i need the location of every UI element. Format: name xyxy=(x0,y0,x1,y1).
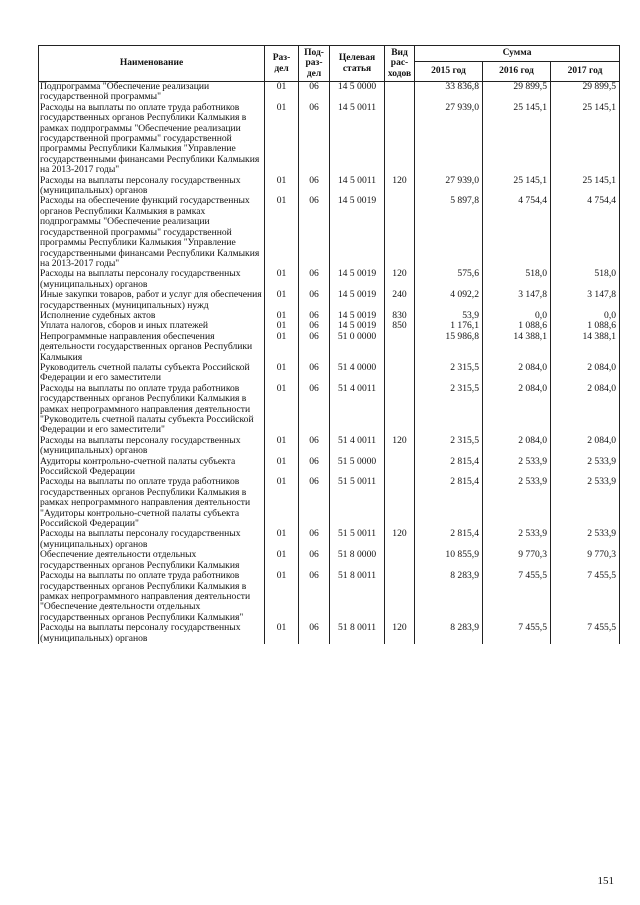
cell-2016: 0,0 xyxy=(483,311,551,321)
cell-2017: 518,0 xyxy=(551,269,620,290)
cell-name: Уплата налогов, сборов и иных платежей xyxy=(39,321,265,331)
cell-podrazdel: 06 xyxy=(299,82,330,103)
cell-2017: 9 770,3 xyxy=(551,550,620,571)
cell-2016: 3 147,8 xyxy=(483,290,551,311)
cell-2016: 14 388,1 xyxy=(483,332,551,363)
cell-name: Расходы на выплаты по оплате труда работников государственных органов Республики Калмыкия в рамках подпрограммы "Обеспечение реализации государственной программы" государственной программы Республики Калмыкия "Управление государственными финансами Республики Калмыкия на 2013-2017 годы" xyxy=(39,103,265,176)
cell-2015: 27 939,0 xyxy=(415,176,483,197)
cell-name: Расходы на выплаты по оплате труда работников государственных органов Республики Калмыкия в рамках непрограммного направления деятельности "Аудиторы контрольно-счетной палаты субъекта Российской Федерации" xyxy=(39,477,265,529)
cell-2015: 15 986,8 xyxy=(415,332,483,363)
table-row xyxy=(39,82,620,103)
cell-podrazdel: 06 xyxy=(299,103,330,176)
cell-2015: 2 315,5 xyxy=(415,363,483,384)
cell-2016: 2 533,9 xyxy=(483,457,551,478)
cell-name: Исполнение судебных актов xyxy=(39,311,265,321)
cell-podrazdel: 06 xyxy=(299,550,330,571)
cell-2015: 8 283,9 xyxy=(415,571,483,623)
cell-2016: 1 088,6 xyxy=(483,321,551,331)
cell-2016: 2 084,0 xyxy=(483,363,551,384)
cell-vid-rashodov: 850 xyxy=(385,321,415,331)
cell-name: Расходы на выплаты персоналу государственных (муниципальных) органов xyxy=(39,436,265,457)
table-row xyxy=(39,269,620,290)
table-header xyxy=(39,46,620,82)
cell-vid-rashodov xyxy=(385,103,415,176)
cell-cel-statya: 14 5 0011 xyxy=(330,176,385,197)
cell-2017: 3 147,8 xyxy=(551,290,620,311)
cell-2015: 2 315,5 xyxy=(415,384,483,436)
table-row xyxy=(39,176,620,197)
cell-podrazdel: 06 xyxy=(299,384,330,436)
cell-cel-statya: 51 5 0011 xyxy=(330,529,385,550)
cell-vid-rashodov: 830 xyxy=(385,311,415,321)
cell-2017: 2 084,0 xyxy=(551,384,620,436)
cell-cel-statya: 51 5 0000 xyxy=(330,457,385,478)
table-row xyxy=(39,529,620,550)
cell-podrazdel: 06 xyxy=(299,176,330,197)
cell-2017: 1 088,6 xyxy=(551,321,620,331)
cell-podrazdel: 06 xyxy=(299,196,330,269)
cell-vid-rashodov xyxy=(385,571,415,623)
cell-name: Руководитель счетной палаты субъекта Российской Федерации и его заместители xyxy=(39,363,265,384)
cell-2017: 2 084,0 xyxy=(551,436,620,457)
cell-podrazdel: 06 xyxy=(299,269,330,290)
cell-2015: 2 815,4 xyxy=(415,457,483,478)
header-year-2017: 2017 год xyxy=(551,62,620,82)
cell-name: Иные закупки товаров, работ и услуг для обеспечения государственных (муниципальных) нужд xyxy=(39,290,265,311)
cell-2015: 8 283,9 xyxy=(415,623,483,644)
cell-name: Непрограммные направления обеспечения деятельности государственных органов Республики Калмыкия xyxy=(39,332,265,363)
cell-vid-rashodov xyxy=(385,477,415,529)
cell-podrazdel: 06 xyxy=(299,529,330,550)
cell-2017: 29 899,5 xyxy=(551,82,620,103)
cell-razdel: 01 xyxy=(265,623,299,644)
cell-vid-rashodov: 120 xyxy=(385,269,415,290)
cell-razdel: 01 xyxy=(265,477,299,529)
cell-razdel: 01 xyxy=(265,82,299,103)
cell-2015: 2 815,4 xyxy=(415,529,483,550)
header-cel-statya: Целевая статья xyxy=(330,46,385,82)
cell-cel-statya: 51 4 0000 xyxy=(330,363,385,384)
cell-2016: 2 533,9 xyxy=(483,529,551,550)
cell-cel-statya: 51 4 0011 xyxy=(330,436,385,457)
cell-2017: 14 388,1 xyxy=(551,332,620,363)
cell-2015: 53,9 xyxy=(415,311,483,321)
cell-razdel: 01 xyxy=(265,103,299,176)
cell-cel-statya: 51 8 0000 xyxy=(330,550,385,571)
header-year-2016: 2016 год xyxy=(483,62,551,82)
cell-vid-rashodov xyxy=(385,363,415,384)
table-row xyxy=(39,623,620,644)
cell-cel-statya: 51 5 0011 xyxy=(330,477,385,529)
header-vid-rashodov: Вид рас-ходов xyxy=(385,46,415,82)
cell-2015: 27 939,0 xyxy=(415,103,483,176)
cell-name: Расходы на выплаты персоналу государственных (муниципальных) органов xyxy=(39,176,265,197)
table-row xyxy=(39,384,620,436)
cell-vid-rashodov xyxy=(385,550,415,571)
cell-podrazdel: 06 xyxy=(299,436,330,457)
cell-podrazdel: 06 xyxy=(299,623,330,644)
page-number: 151 xyxy=(597,875,614,887)
cell-cel-statya: 14 5 0019 xyxy=(330,321,385,331)
cell-cel-statya: 14 5 0019 xyxy=(330,311,385,321)
cell-podrazdel: 06 xyxy=(299,321,330,331)
cell-2017: 2 084,0 xyxy=(551,363,620,384)
cell-razdel: 01 xyxy=(265,321,299,331)
cell-cel-statya: 51 8 0011 xyxy=(330,571,385,623)
table-row xyxy=(39,363,620,384)
cell-2017: 2 533,9 xyxy=(551,457,620,478)
cell-name: Расходы на выплаты персоналу государственных (муниципальных) органов xyxy=(39,529,265,550)
cell-razdel: 01 xyxy=(265,384,299,436)
document-page xyxy=(38,45,619,644)
table-row xyxy=(39,436,620,457)
cell-2016: 25 145,1 xyxy=(483,103,551,176)
cell-2015: 33 836,8 xyxy=(415,82,483,103)
cell-cel-statya: 14 5 0011 xyxy=(330,103,385,176)
cell-2017: 7 455,5 xyxy=(551,623,620,644)
table-row xyxy=(39,571,620,623)
cell-name: Подпрограмма "Обеспечение реализации государственной программы" xyxy=(39,82,265,103)
cell-2015: 5 897,8 xyxy=(415,196,483,269)
cell-vid-rashodov: 120 xyxy=(385,436,415,457)
cell-2016: 518,0 xyxy=(483,269,551,290)
cell-razdel: 01 xyxy=(265,436,299,457)
table-row xyxy=(39,550,620,571)
cell-2017: 2 533,9 xyxy=(551,477,620,529)
cell-cel-statya: 14 5 0019 xyxy=(330,196,385,269)
cell-name: Расходы на выплаты персоналу государственных (муниципальных) органов xyxy=(39,623,265,644)
cell-2016: 29 899,5 xyxy=(483,82,551,103)
cell-podrazdel: 06 xyxy=(299,571,330,623)
cell-2016: 2 533,9 xyxy=(483,477,551,529)
cell-name: Аудиторы контрольно-счетной палаты субъекта Российской Федерации xyxy=(39,457,265,478)
cell-vid-rashodov xyxy=(385,384,415,436)
cell-cel-statya: 51 0 0000 xyxy=(330,332,385,363)
cell-2016: 2 084,0 xyxy=(483,436,551,457)
cell-2017: 25 145,1 xyxy=(551,176,620,197)
budget-table xyxy=(38,45,620,644)
cell-podrazdel: 06 xyxy=(299,311,330,321)
cell-vid-rashodov: 120 xyxy=(385,529,415,550)
cell-razdel: 01 xyxy=(265,571,299,623)
cell-cel-statya: 14 5 0019 xyxy=(330,290,385,311)
cell-cel-statya: 14 5 0019 xyxy=(330,269,385,290)
cell-razdel: 01 xyxy=(265,457,299,478)
header-razdel: Раз-дел xyxy=(265,46,299,82)
cell-2016: 9 770,3 xyxy=(483,550,551,571)
cell-2015: 10 855,9 xyxy=(415,550,483,571)
header-podrazdel: Под-раз-дел xyxy=(299,46,330,82)
cell-podrazdel: 06 xyxy=(299,290,330,311)
cell-name: Расходы на выплаты персоналу государственных (муниципальных) органов xyxy=(39,269,265,290)
cell-vid-rashodov xyxy=(385,457,415,478)
cell-razdel: 01 xyxy=(265,269,299,290)
table-body xyxy=(39,82,620,644)
cell-2016: 2 084,0 xyxy=(483,384,551,436)
cell-2017: 4 754,4 xyxy=(551,196,620,269)
cell-2015: 2 815,4 xyxy=(415,477,483,529)
cell-2015: 4 092,2 xyxy=(415,290,483,311)
cell-vid-rashodov xyxy=(385,82,415,103)
table-row xyxy=(39,477,620,529)
cell-podrazdel: 06 xyxy=(299,477,330,529)
cell-2015: 575,6 xyxy=(415,269,483,290)
cell-2017: 25 145,1 xyxy=(551,103,620,176)
cell-podrazdel: 06 xyxy=(299,332,330,363)
cell-podrazdel: 06 xyxy=(299,457,330,478)
cell-2016: 7 455,5 xyxy=(483,623,551,644)
cell-2016: 25 145,1 xyxy=(483,176,551,197)
cell-cel-statya: 51 8 0011 xyxy=(330,623,385,644)
cell-razdel: 01 xyxy=(265,196,299,269)
cell-cel-statya: 51 4 0011 xyxy=(330,384,385,436)
header-summa: Сумма xyxy=(415,46,620,62)
cell-razdel: 01 xyxy=(265,550,299,571)
table-row xyxy=(39,290,620,311)
cell-razdel: 01 xyxy=(265,332,299,363)
cell-2017: 0,0 xyxy=(551,311,620,321)
cell-vid-rashodov: 120 xyxy=(385,176,415,197)
table-row xyxy=(39,332,620,363)
cell-podrazdel: 06 xyxy=(299,363,330,384)
cell-name: Обеспечение деятельности отдельных государственных органов Республики Калмыкия xyxy=(39,550,265,571)
cell-razdel: 01 xyxy=(265,176,299,197)
cell-name: Расходы на обеспечение функций государственных органов Республики Калмыкия в рамках подпрограммы "Обеспечение реализации государственной программы" государственной программы Республики Калмыкия "Управление государственными финансами Республики Калмыкия на 2013-2017 годы" xyxy=(39,196,265,269)
cell-razdel: 01 xyxy=(265,363,299,384)
cell-name: Расходы на выплаты по оплате труда работников государственных органов Республики Калмыкия в рамках непрограммного направления деятельности "Руководитель счетной палаты субъекта Российской Федерации и его заместители" xyxy=(39,384,265,436)
cell-2015: 1 176,1 xyxy=(415,321,483,331)
cell-cel-statya: 14 5 0000 xyxy=(330,82,385,103)
table-row xyxy=(39,196,620,269)
table-row xyxy=(39,457,620,478)
cell-razdel: 01 xyxy=(265,311,299,321)
cell-2016: 4 754,4 xyxy=(483,196,551,269)
cell-razdel: 01 xyxy=(265,290,299,311)
table-row xyxy=(39,103,620,176)
cell-2016: 7 455,5 xyxy=(483,571,551,623)
cell-vid-rashodov: 120 xyxy=(385,623,415,644)
cell-razdel: 01 xyxy=(265,529,299,550)
cell-name: Расходы на выплаты по оплате труда работников государственных органов Республики Калмыкия в рамках непрограммного направления деятельности "Обеспечение деятельности отдельных государственных органов Республики Калмыкия" xyxy=(39,571,265,623)
cell-vid-rashodov xyxy=(385,332,415,363)
cell-vid-rashodov: 240 xyxy=(385,290,415,311)
header-name: Наименование xyxy=(39,46,265,82)
cell-2015: 2 315,5 xyxy=(415,436,483,457)
cell-2017: 7 455,5 xyxy=(551,571,620,623)
cell-2017: 2 533,9 xyxy=(551,529,620,550)
cell-vid-rashodov xyxy=(385,196,415,269)
header-year-2015: 2015 год xyxy=(415,62,483,82)
